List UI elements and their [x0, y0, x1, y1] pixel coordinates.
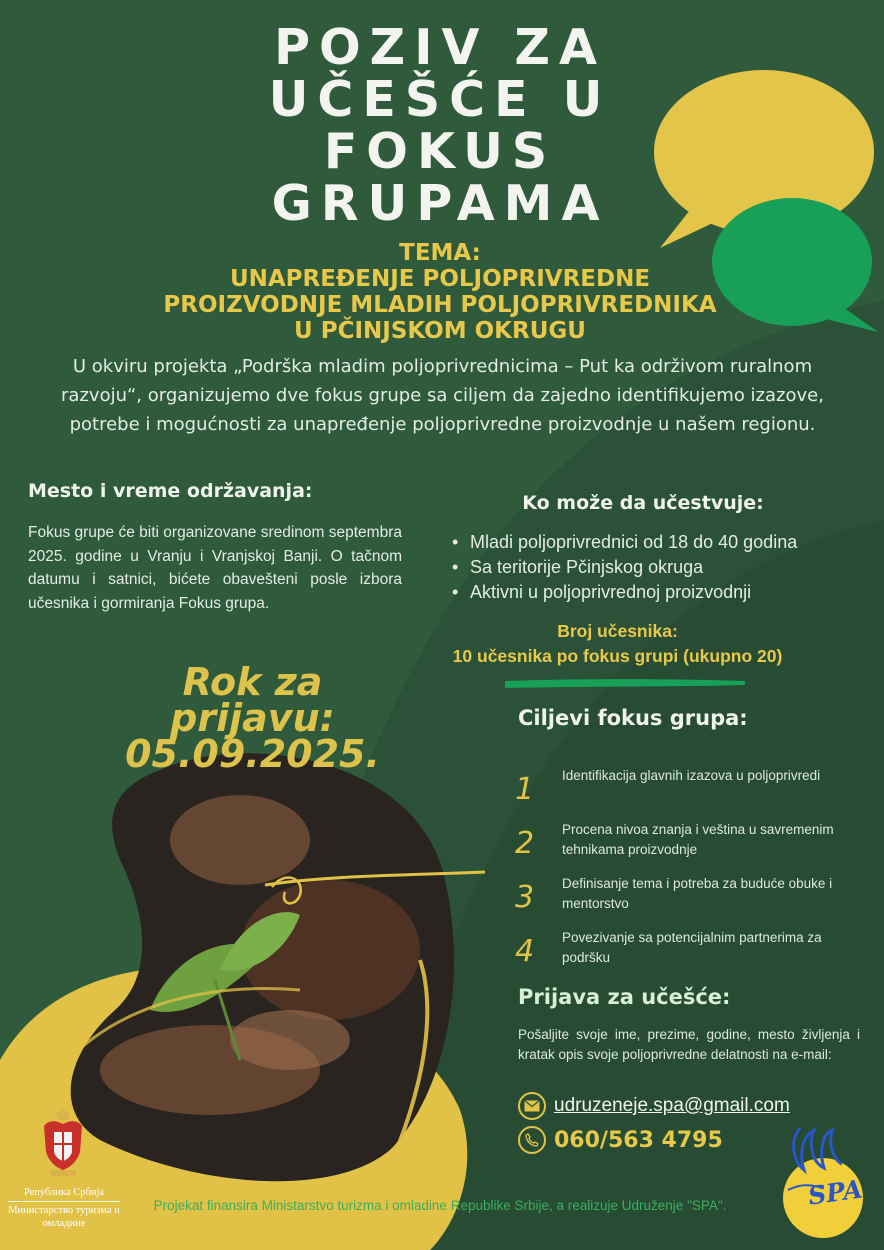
theme-line: U PČINJSKOM OKRUGU: [294, 318, 586, 344]
goal-text: Definisanje tema i potreba za buduće obuke i mentorstvo: [562, 876, 833, 911]
phone-contact[interactable]: [518, 1126, 723, 1154]
application-text: Pošaljite svoje ime, prezime, godine, mesto življenja i kratak opis svoje poljoprivredne delatnosti na e-mail:: [518, 1027, 860, 1062]
deadline-date: 05.09.2025.: [125, 732, 380, 776]
place-time-text: Fokus grupe će biti organizovane sredinom septembra 2025. godine u Vranju i Vranjskoj Banji. O tačnom datumu i satnici, bićete obavešteni posle izbora učesnika i gormiranja Fokus grupa.: [28, 524, 402, 612]
list-item: • Sa teritorije Pčinjskog okruga: [452, 555, 797, 580]
place-time-heading: Mesto i vreme održavanja:: [28, 480, 313, 502]
goal-item: [515, 930, 865, 982]
goal-text: Identifikacija glavnih izazova u poljoprivredi: [562, 768, 821, 783]
phone-number[interactable]: 060/563 4795: [554, 1127, 723, 1153]
title-line: GRUPAMA: [271, 175, 609, 232]
envelope-icon: [518, 1092, 546, 1120]
ministry-caption: [8, 1186, 120, 1230]
list-item: • Mladi poljoprivrednici od 18 do 40 godina: [452, 530, 797, 555]
goal-item: [515, 876, 865, 928]
deadline-block: [110, 660, 395, 776]
footer-note: Projekat finansira Ministarstvo turizma i omladine Republike Srbije, a realizuje Udruženje "SPA".: [153, 1198, 727, 1213]
email-contact[interactable]: [518, 1092, 790, 1120]
intro-paragraph: U okviru projekta „Podrška mladim poljoprivrednicima – Put ka održivom ruralnom razvoju“, organizujemo dve fokus grupe sa ciljem da zajedno identifikujemo izazove, potrebe i mogućnosti za unapređenje poljoprivredne proizvodnje u našem regionu.: [61, 356, 824, 435]
goals-heading: Ciljevi fokus grupa:: [518, 706, 748, 730]
deadline-line: Rok za: [182, 660, 323, 704]
title-line: FOKUS: [323, 123, 557, 180]
participants-value: 10 učesnika po fokus grupi (ukupno 20): [452, 646, 783, 666]
theme-line: UNAPREĐENJE POLJOPRIVREDNE: [229, 266, 651, 292]
application-heading: Prijava za učešće:: [518, 985, 731, 1009]
goal-number: 2: [515, 826, 535, 861]
goal-item: [515, 768, 865, 820]
theme-block: [60, 240, 820, 344]
ministry-country: Република Србија: [8, 1186, 120, 1202]
goal-number: 4: [515, 934, 535, 969]
goal-text: Procena nivoa znanja i veština u savremenim tehnikama proizvodnje: [562, 822, 834, 857]
participants-count: [395, 619, 840, 669]
eligibility-list: [452, 530, 797, 605]
deadline-line: prijavu:: [170, 696, 335, 740]
coat-of-arms-icon: [40, 1108, 86, 1182]
list-item: • Aktivni u poljoprivrednoj proizvodnji: [452, 580, 797, 605]
title-line: UČEŠĆE U: [268, 71, 612, 128]
ministry-name: Министарство туризма и омладине: [8, 1205, 120, 1229]
title-line: POZIV ZA: [274, 19, 606, 76]
goal-number: 1: [515, 772, 535, 807]
phone-icon: [518, 1126, 546, 1154]
spa-logo-text: SPA: [806, 1174, 865, 1211]
page-title: [170, 19, 710, 232]
theme-line: PROIZVODNJE MLADIH POLJOPRIVREDNIKA: [163, 292, 717, 318]
who-can-participate-heading: Ko može da učestvuje:: [522, 492, 764, 514]
goal-item: [515, 822, 865, 874]
goal-text: Povezivanje sa potencijalnim partnerima za podršku: [562, 930, 822, 965]
participants-label: Broj učesnika:: [557, 621, 678, 641]
goal-number: 3: [515, 880, 535, 915]
email-link[interactable]: udruzeneje.spa@gmail.com: [554, 1095, 790, 1116]
theme-label: TEMA:: [399, 240, 481, 266]
hands-photo: [71, 753, 454, 1181]
